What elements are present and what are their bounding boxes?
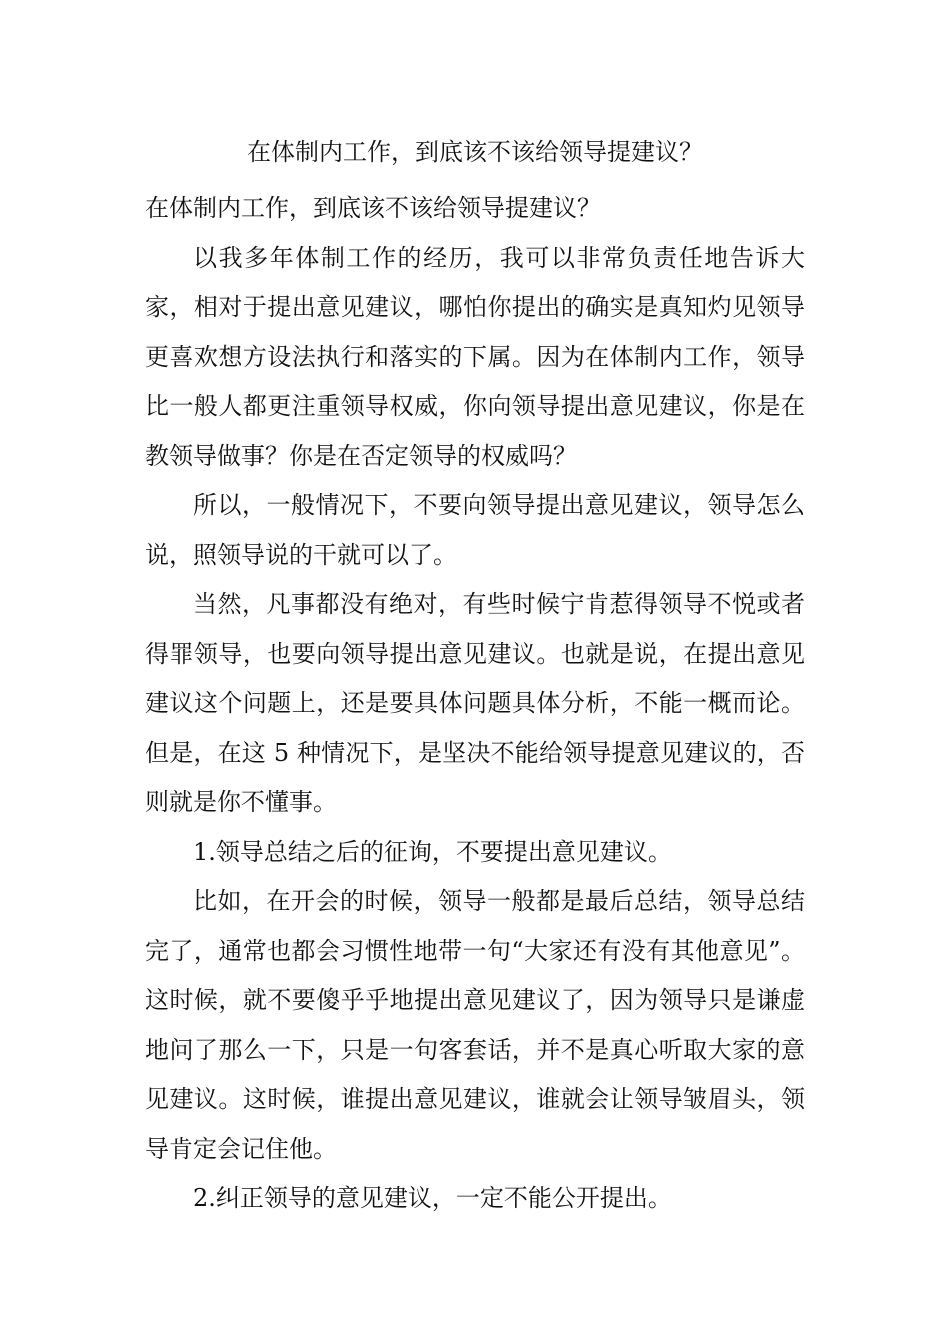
- document-title: 在体制内工作，到底该不该给领导提建议？: [247, 138, 703, 166]
- paragraph-repeat-title: 在体制内工作，到底该不该给领导提建议？: [145, 194, 601, 222]
- paragraph-general-rule: 所以，一般情况下，不要向领导提出意见建议，领导怎么说，照领导说的干就可以了。: [145, 491, 805, 569]
- heading-point-1: 1.领导总结之后的征询，不要提出意见建议。: [193, 837, 672, 866]
- paragraph-intro: 以我多年体制工作的经历，我可以非常负责任地告诉大家，相对于提出意见建议，哪怕你提出的确实是真知灼见领导更喜欢想方设法执行和落实的下属。因为在体制内工作，领导比一般人都更注重领导权威，你向领导提出意见建议，你是在教领导做事？你是在否定领导的权威吗？: [145, 243, 805, 470]
- document-body: [145, 184, 805, 1224]
- paragraph-exceptions: 当然，凡事都没有绝对，有些时候宁肯惹得领导不悦或者得罪领导，也要向领导提出意见建议。也就是说，在提出意见建议这个问题上，还是要具体问题具体分析，不能一概而论。但是，在这 5 种情况下，是坚决不能给领导提意见建议的，否则就是你不懂事。: [145, 590, 805, 816]
- paragraph-point-1-example: 比如，在开会的时候，领导一般都是最后总结，领导总结完了，通常也都会习惯性地带一句“大家还有没有其他意见”。这时候，就不要傻乎乎地提出意见建议了，因为领导只是谦虚地问了那么一下，只是一句客套话，并不是真心听取大家的意见建议。这时候，谁提出意见建议，谁就会让领导皱眉头，领导肯定会记住他。: [145, 887, 805, 1163]
- heading-point-2: 2.纠正领导的意见建议，一定不能公开提出。: [193, 1184, 672, 1212]
